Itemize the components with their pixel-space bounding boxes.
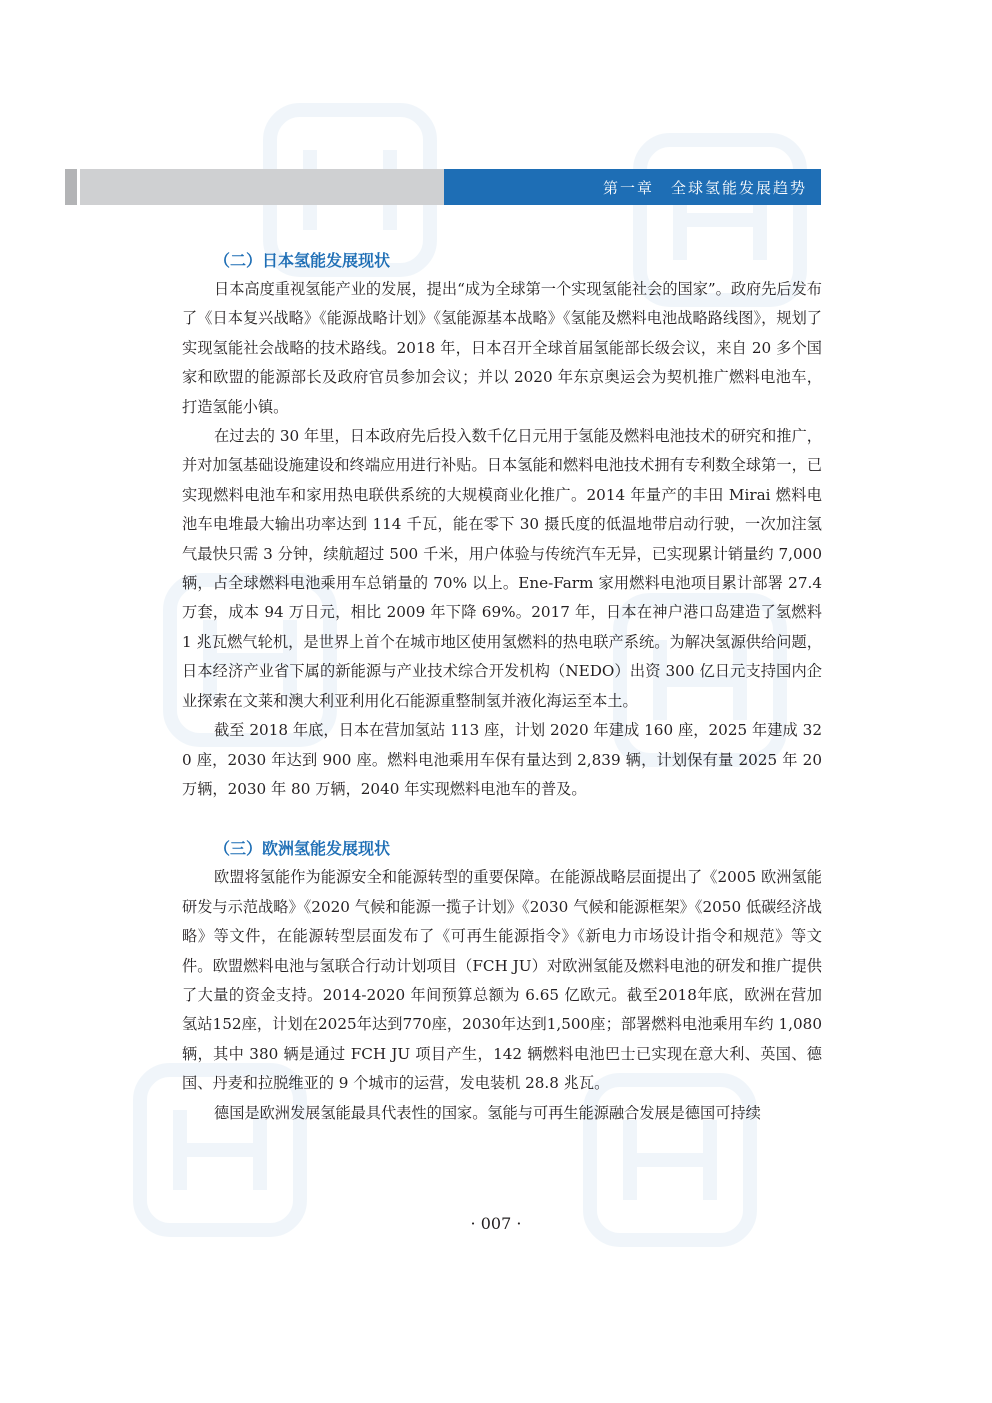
paragraph: 日本高度重视氢能产业的发展，提出“成为全球第一个实现氢能社会的国家”。政府先后发布了《日本复兴战略》《能源战略计划》《氢能源基本战略》《氢能及燃料电池战略路线图》，规划了实现氢能社会战略的技术路线。2018 年，日本召开全球首届氢能部长级会议，来自 20 多个国家和欧盟的能源部长及政府官员参加会议；并以 2020 年东京奥运会为契机推广燃料电池车，打造氢能小镇。	[182, 280, 822, 416]
running-header	[65, 169, 821, 205]
paragraph: 德国是欧洲发展氢能最具代表性的国家。氢能与可再生能源融合发展是德国可持续	[214, 1103, 761, 1122]
header-edge-bar	[65, 169, 77, 205]
paragraph: 截至 2018 年底，日本在营加氢站 113 座，计划 2020 年建成 160 座，2025 年建成 320 座，2030 年达到 900 座。燃料电池乘用车保有量达到 2,839 辆，计划保有量 2025 年 20 万辆，2030 年 80 万辆，2040 年实现燃料电池车的普及。	[182, 721, 822, 798]
section-heading-europe: （三）欧洲氢能发展现状	[214, 839, 391, 859]
header-chapter-bar	[444, 169, 821, 205]
chapter-title: 第一章 全球氢能发展趋势	[602, 178, 807, 197]
page-body	[182, 246, 822, 1128]
paragraph: 在过去的 30 年里，日本政府先后投入数千亿日元用于氢能及燃料电池技术的研究和推广，并对加氢基础设施建设和终端应用进行补贴。日本氢能和燃料电池技术拥有专利数全球第一，已实现燃料电池车和家用热电联供系统的大规模商业化推广。2014 年量产的丰田 Mirai 燃料电池车电堆最大输出功率达到 114 千瓦，能在零下 30 摄氏度的低温地带启动行驶，一次加注氢气最快只需 3 分钟，续航超过 500 千米，用户体验与传统汽车无异，已实现累计销量约 7,000 辆，占全球燃料电池乘用车总销量的 70% 以上。Ene-Farm 家用燃料电池项目累计部署 27.4 万套，成本 94 万日元，相比 2009 年下降 69%。2017 年，日本在神户港口岛建造了氢燃料 1 兆瓦燃气轮机，是世界上首个在城市地区使用氢燃料的热电联产系统。为解决氢源供给问题，日本经济产业省下属的新能源与产业技术综合开发机构（NEDO）出资 300 亿日元支持国内企业探索在文莱和澳大利亚利用化石能源重整制氢并液化海运至本土。	[182, 427, 822, 710]
paragraph: 欧盟将氢能作为能源安全和能源转型的重要保障。在能源战略层面提出了《2005 欧洲氢能研发与示范战略》《2020 气候和能源一揽子计划》《2030 气候和能源框架》《2050 低碳经济战略》等文件，在能源转型层面发布了《可再生能源指令》《新电力市场设计指令和规范》等文件。欧盟燃料电池与氢联合行动计划项目（FCH JU）对欧洲氢能及燃料电池的研发和推广提供了大量的资金支持。2014-2020 年间预算总额为 6.65 亿欧元。截至2018年底，欧洲在营加氢站152座，计划在2025年达到770座，2030年达到1,500座；部署燃料电池乘用车约 1,080 辆，其中 380 辆是通过 FCH JU 项目产生，142 辆燃料电池巴士已实现在意大利、英国、德国、丹麦和拉脱维亚的 9 个城市的运营，发电装机 28.8 兆瓦。	[182, 868, 822, 1093]
section-heading-japan: （二）日本氢能发展现状	[214, 251, 391, 270]
page-number: · 007 ·	[470, 1214, 522, 1233]
header-gray-bar	[80, 169, 444, 205]
